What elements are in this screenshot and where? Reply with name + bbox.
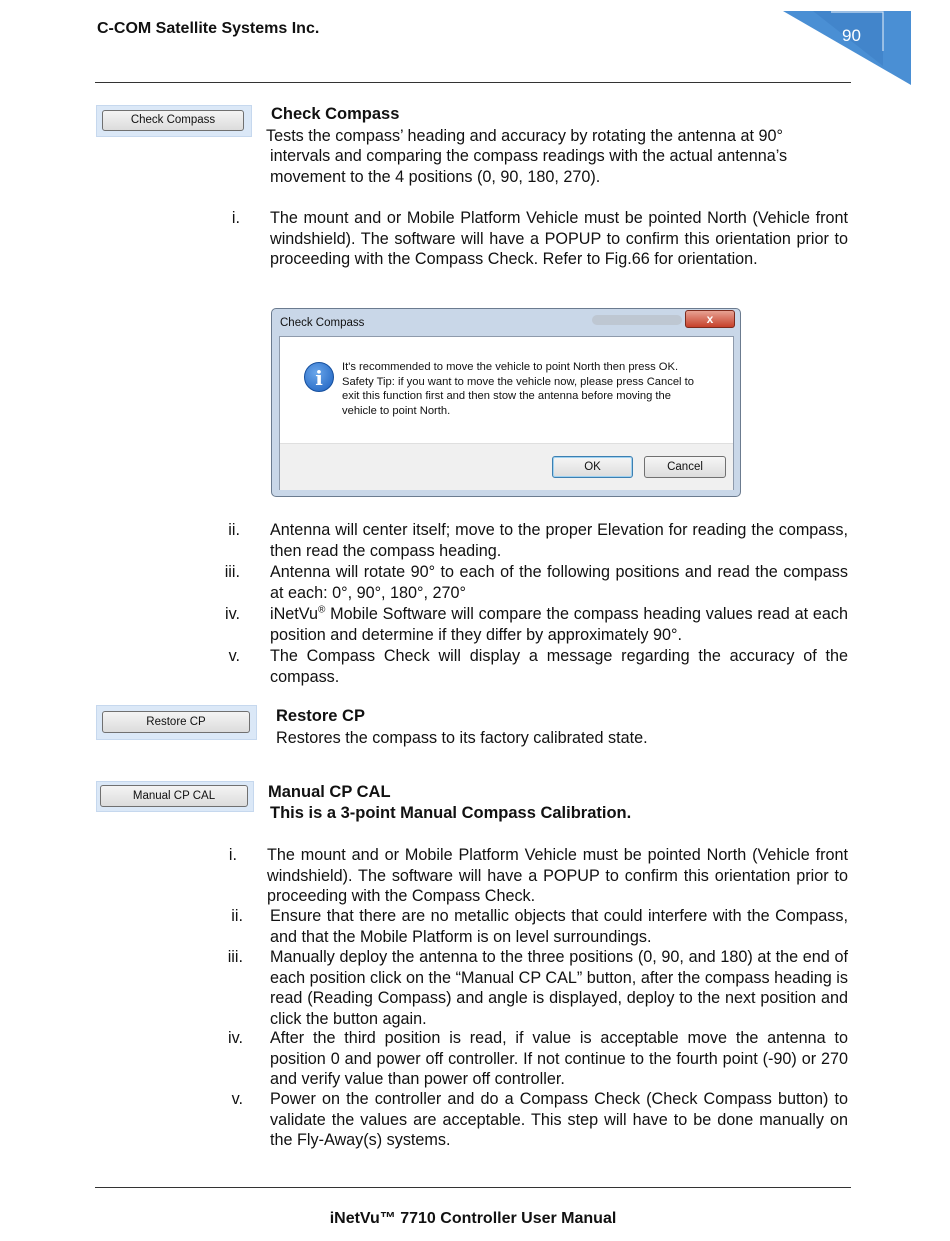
manual-cp-cal-subtitle: This is a 3-point Manual Compass Calibration. xyxy=(270,804,632,822)
check-compass-title: Check Compass xyxy=(271,105,400,123)
page-corner-tab xyxy=(783,11,911,85)
cc-step-text-4-rest: Mobile Software will compare the compass heading values read at each position and determine if they differ by approximately 90°. xyxy=(270,605,848,644)
header-rule xyxy=(95,82,851,83)
cc-step-text-1: The mount and or Mobile Platform Vehicle must be pointed North (Vehicle front windshield). The software will have a POPUP to confirm this orientation prior to proceeding with the Compass Check. Refer to Fig.66 for orientation. xyxy=(270,209,848,269)
mc-step-text-1: The mount and or Mobile Platform Vehicle must be pointed North (Vehicle front windshield). The software will have a POPUP to confirm this orientation prior to proceeding with the Compass Check. xyxy=(267,846,848,906)
restore-cp-desc: Restores the compass to its factory calibrated state. xyxy=(276,729,648,747)
cc-step-text-2: Antenna will center itself; move to the proper Elevation for reading the compass, then read the compass heading. xyxy=(270,521,848,560)
restore-cp-button[interactable]: Restore CP xyxy=(102,711,250,733)
cc-step-text-4 xyxy=(270,604,848,645)
check-compass-button[interactable]: Check Compass xyxy=(102,110,244,131)
inetvu-brand: iNetVu xyxy=(270,605,318,623)
dialog-title: Check Compass xyxy=(280,317,365,329)
cc-step-num-4: iv. xyxy=(225,605,240,623)
check-compass-desc-line1: Tests the compass’ heading and accuracy by rotating the antenna at 90° xyxy=(266,127,784,145)
check-compass-desc-line3: movement to the 4 positions (0, 90, 180, 270). xyxy=(270,168,601,186)
cc-step-num-3: iii. xyxy=(224,563,240,581)
mc-step-num-2: ii. xyxy=(231,907,243,925)
dialog-message-line: vehicle to point North. xyxy=(342,404,451,417)
restore-cp-title: Restore CP xyxy=(276,707,365,725)
cc-step-num-2: ii. xyxy=(228,521,240,539)
mc-step-text-2: Ensure that there are no metallic objects that could interfere with the Compass, and that the Mobile Platform is on level surroundings. xyxy=(270,907,848,946)
cc-step-num-5: v. xyxy=(228,647,240,665)
dialog-body xyxy=(279,336,734,490)
manual-cp-cal-title: Manual CP CAL xyxy=(268,783,391,801)
dialog-button-bar xyxy=(280,443,733,490)
info-icon: i xyxy=(304,362,334,392)
cc-step-text-3: Antenna will rotate 90° to each of the following positions and read the compass at each: 0°, 90°, 180°, 270° xyxy=(270,563,848,602)
check-compass-button-frame xyxy=(96,105,252,137)
mc-step-num-3: iii. xyxy=(227,948,243,966)
mc-step-text-4: After the third position is read, if value is acceptable move the antenna to position 0 and power off controller. If not continue to the fourth point (-90) or 270 and verify value than power off controller. xyxy=(270,1029,848,1089)
dialog-message-line: exit this function first and then stow the antenna before moving the xyxy=(342,390,671,403)
manual-cp-cal-button-frame xyxy=(96,781,254,812)
mc-step-text-5: Power on the controller and do a Compass Check (Check Compass button) to validate the values are acceptable. This step will have to be done manually on the Fly-Away(s) systems. xyxy=(270,1090,848,1150)
mc-step-num-1: i. xyxy=(228,846,237,864)
cc-step-text-5: The Compass Check will display a message regarding the accuracy of the compass. xyxy=(270,647,848,686)
mc-step-num-4: iv. xyxy=(228,1029,243,1047)
cancel-button[interactable]: Cancel xyxy=(644,456,726,478)
page-number: 90 xyxy=(842,26,861,45)
dialog-message-line: Safety Tip: if you want to move the vehicle now, please press Cancel to xyxy=(342,375,694,388)
footer-title: iNetVu™ 7710 Controller User Manual xyxy=(329,1210,617,1227)
cc-step-num-1: i. xyxy=(231,209,240,227)
manual-cp-cal-button[interactable]: Manual CP CAL xyxy=(100,785,248,807)
registered-mark: ® xyxy=(318,604,326,616)
restore-cp-button-frame xyxy=(96,705,257,740)
check-compass-desc-line2: intervals and comparing the compass readings with the actual antenna’s xyxy=(270,147,788,165)
dialog-message xyxy=(342,360,722,418)
close-icon[interactable]: x xyxy=(685,310,735,328)
check-compass-dialog xyxy=(271,308,741,497)
mc-step-num-5: v. xyxy=(231,1090,243,1108)
dialog-message-line: It's recommended to move the vehicle to point North then press OK. xyxy=(342,361,679,373)
mc-step-text-3: Manually deploy the antenna to the three positions (0, 90, and 180) at the end of each position click on the “Manual CP CAL” button, after the compass heading is read (Reading Compass) and angle is displayed, deploy to the next position and click the button again. xyxy=(270,948,848,1028)
ok-button[interactable]: OK xyxy=(552,456,633,478)
footer-rule xyxy=(95,1187,851,1188)
dialog-title-blur xyxy=(592,315,682,325)
company-name: C-COM Satellite Systems Inc. xyxy=(97,20,320,37)
